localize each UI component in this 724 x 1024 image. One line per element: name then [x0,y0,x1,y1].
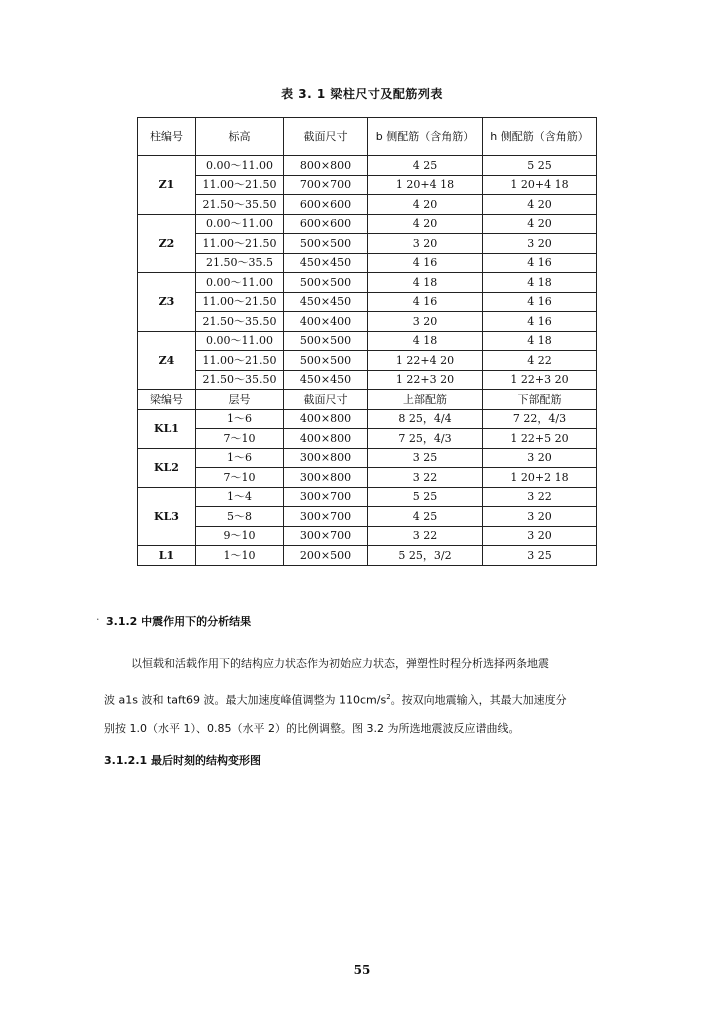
page-number: 55 [353,963,371,977]
data-cell: 3 22 [483,487,597,507]
paragraph-line-2-a: 波 a1s 波和 taft69 波。最大加速度峰值调整为 110cm/s [104,693,387,707]
data-cell: 4 20 [483,214,597,234]
member-id-cell: KL1 [138,409,196,448]
data-cell: 3 25 [368,448,483,468]
data-cell: 1～6 [196,448,284,468]
column-header-row [138,118,597,156]
data-cell: 0.00～11.00 [196,214,284,234]
data-cell: 3 20 [368,234,483,254]
data-cell: 4 18 [368,331,483,351]
data-cell: 5 25，3/2 [368,546,483,566]
table-row [138,312,597,332]
data-cell: 4 20 [483,195,597,215]
data-cell: 1～6 [196,409,284,429]
data-cell: 400×800 [284,429,368,449]
data-cell: 4 16 [368,292,483,312]
table-row [138,487,597,507]
data-cell: 4 16 [368,253,483,273]
data-cell: 600×600 [284,195,368,215]
data-cell: 4 16 [483,312,597,332]
data-cell: 8 25，4/4 [368,409,483,429]
member-id-cell: KL3 [138,487,196,546]
table-row [138,507,597,527]
beam-header-row [138,390,597,410]
data-cell: 1 20+2 18 [483,468,597,488]
data-cell: 1 20+4 18 [483,175,597,195]
data-cell: 700×700 [284,175,368,195]
reinforcement-table [137,117,597,566]
table-row [138,175,597,195]
paragraph-line-2-b: 。按双向地震输入，其最大加速度分 [390,693,567,707]
data-cell: 4 20 [368,214,483,234]
data-cell: 0.00～11.00 [196,156,284,176]
data-cell: 0.00～11.00 [196,273,284,293]
data-cell: 4 20 [368,195,483,215]
data-cell: 800×800 [284,156,368,176]
table-row [138,468,597,488]
data-cell: 300×700 [284,487,368,507]
data-cell: 4 25 [368,156,483,176]
table-row [138,351,597,371]
data-cell: 450×450 [284,292,368,312]
data-cell: 1～10 [196,546,284,566]
table-row [138,331,597,351]
data-cell: 1 22+3 20 [368,370,483,390]
table-row [138,234,597,254]
data-cell: 4 22 [483,351,597,371]
data-cell: 500×500 [284,351,368,371]
table-row [138,156,597,176]
data-cell: 3 20 [483,507,597,527]
data-cell: 300×800 [284,448,368,468]
data-cell: 1 22+4 20 [368,351,483,371]
data-cell: 11.00～21.50 [196,351,284,371]
header-cell: h 侧配筋（含角筋） [483,118,597,156]
data-cell: 11.00～21.50 [196,175,284,195]
header-cell: 层号 [196,390,284,410]
table-row [138,370,597,390]
data-cell: 200×500 [284,546,368,566]
data-cell: 9～10 [196,526,284,546]
data-cell: 3 20 [483,526,597,546]
header-cell: 截面尺寸 [284,118,368,156]
data-cell: 11.00～21.50 [196,234,284,254]
table-row [138,253,597,273]
data-cell: 300×800 [284,468,368,488]
data-cell: 11.00～21.50 [196,292,284,312]
data-cell: 4 16 [483,292,597,312]
table-row [138,526,597,546]
header-cell: 下部配筋 [483,390,597,410]
paragraph-line-1: 以恒载和活载作用下的结构应力状态作为初始应力状态，弹塑性时程分析选择两条地震 [131,657,549,670]
data-cell: 3 25 [483,546,597,566]
data-cell: 7 22，4/3 [483,409,597,429]
data-cell: 450×450 [284,253,368,273]
section-bullet: · [96,613,100,626]
data-cell: 300×700 [284,507,368,527]
member-id-cell: Z4 [138,331,196,390]
table-row [138,292,597,312]
table-caption: 表 3. 1 梁柱尺寸及配筋列表 [281,87,443,101]
data-cell: 5 25 [483,156,597,176]
data-cell: 21.50～35.5 [196,253,284,273]
member-id-cell: Z2 [138,214,196,273]
table-row [138,546,597,566]
data-cell: 1 22+5 20 [483,429,597,449]
data-cell: 4 25 [368,507,483,527]
data-cell: 4 18 [483,273,597,293]
data-cell: 400×800 [284,409,368,429]
table-row [138,195,597,215]
table-row [138,409,597,429]
member-id-cell: L1 [138,546,196,566]
header-cell: 上部配筋 [368,390,483,410]
data-cell: 21.50～35.50 [196,370,284,390]
data-cell: 0.00～11.00 [196,331,284,351]
data-cell: 500×500 [284,273,368,293]
table-row [138,429,597,449]
data-cell: 21.50～35.50 [196,312,284,332]
data-cell: 3 20 [483,448,597,468]
section-heading: 3.1.2 中震作用下的分析结果 [106,615,252,628]
data-cell: 400×400 [284,312,368,332]
data-cell: 1 20+4 18 [368,175,483,195]
paragraph-line-2 [104,690,616,708]
data-cell: 7～10 [196,468,284,488]
data-cell: 5～8 [196,507,284,527]
data-cell: 500×500 [284,234,368,254]
member-id-cell: KL2 [138,448,196,487]
header-cell: 梁编号 [138,390,196,410]
data-cell: 600×600 [284,214,368,234]
header-cell: 标高 [196,118,284,156]
header-cell: 柱编号 [138,118,196,156]
data-cell: 450×450 [284,370,368,390]
data-cell: 300×700 [284,526,368,546]
table-row [138,448,597,468]
data-cell: 4 16 [483,253,597,273]
unit-superscript: 2 [386,693,391,701]
data-cell: 500×500 [284,331,368,351]
data-cell: 5 25 [368,487,483,507]
header-cell: 截面尺寸 [284,390,368,410]
subsection-heading: 3.1.2.1 最后时刻的结构变形图 [104,754,261,767]
data-cell: 4 18 [483,331,597,351]
data-cell: 1～4 [196,487,284,507]
header-cell: b 侧配筋（含角筋） [368,118,483,156]
table-row [138,273,597,293]
member-id-cell: Z3 [138,273,196,332]
data-cell: 3 22 [368,526,483,546]
data-cell: 1 22+3 20 [483,370,597,390]
member-id-cell: Z1 [138,156,196,215]
data-cell: 3 22 [368,468,483,488]
paragraph-line-3: 别按 1.0（水平 1）、0.85（水平 2）的比例调整。图 3.2 为所选地震波反应谱曲线。 [104,722,520,735]
data-cell: 7 25，4/3 [368,429,483,449]
data-cell: 3 20 [483,234,597,254]
data-cell: 4 18 [368,273,483,293]
data-cell: 3 20 [368,312,483,332]
data-cell: 7～10 [196,429,284,449]
table-row [138,214,597,234]
data-cell: 21.50～35.50 [196,195,284,215]
